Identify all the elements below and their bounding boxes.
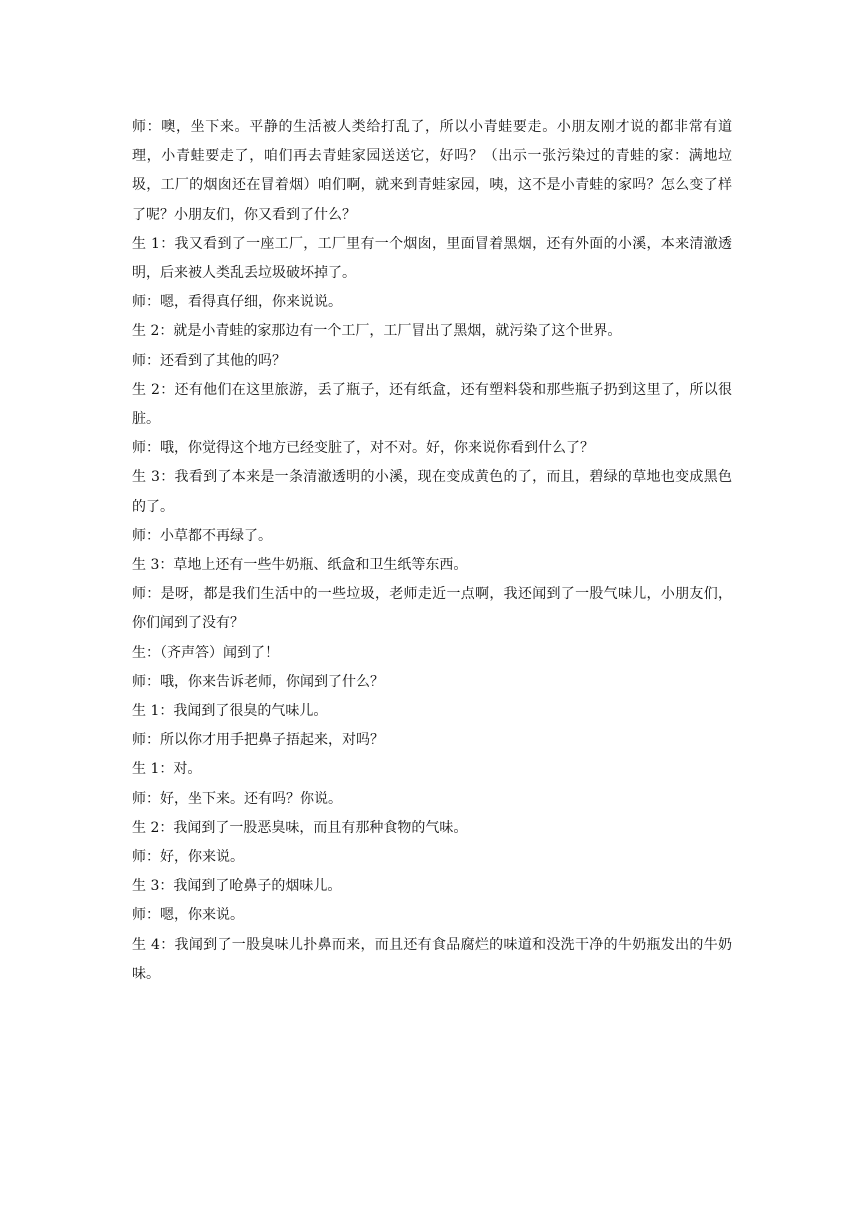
paragraph-student-1-yes: 生 1：对。 xyxy=(132,761,202,778)
paragraph-student-1-factory: 生 1：我又看到了一座工厂，工厂里有一个烟囱，里面冒着黑烟，还有外面的小溪，本来清澈透明，后来被人类乱丢垃圾破坏掉了。 xyxy=(132,235,732,282)
paragraph-student-2-litter: 生 2：还有他们在这里旅游，丢了瓶子，还有纸盒，还有塑料袋和那些瓶子扔到这里了，所以很脏。 xyxy=(132,381,732,428)
paragraph-teacher-more: 师：好，坐下来。还有吗？你说。 xyxy=(132,790,342,807)
paragraph-teacher-nose: 师：所以你才用手把鼻子捂起来，对吗？ xyxy=(132,732,384,749)
paragraph-teacher-grass: 师：小草都不再绿了。 xyxy=(132,527,272,544)
paragraph-teacher-smell: 师：是呀，都是我们生活中的一些垃圾，老师走近一点啊，我还闻到了一股气味儿，小朋友们，你们闻到了没有？ xyxy=(132,586,732,632)
paragraph-student-4-smell: 生 4：我闻到了一股臭味儿扑鼻而来，而且还有食品腐烂的味道和没洗干净的牛奶瓶发出的牛奶味。 xyxy=(132,936,732,982)
paragraph-teacher-intro: 师：噢，坐下来。平静的生活被人类给打乱了，所以小青蛙要走。小朋友刚才说的都非常有道理，小青蛙要走了，咱们再去青蛙家园送送它，好吗？（出示一张污染过的青蛙的家：满地垃圾，工厂的烟囱还在冒着烟）咱们啊，就来到青蛙家园，咦，这不是小青蛙的家吗？怎么变了样了呢？小朋友们，你又看到了什么？ xyxy=(132,119,732,223)
paragraph-teacher-observe: 师：嗯，看得真仔细，你来说说。 xyxy=(132,294,342,311)
paragraph-students-chorus: 生：（齐声答）闻到了！ xyxy=(132,644,279,661)
paragraph-student-3-stream: 生 3：我看到了本来是一条清澈透明的小溪，现在变成黄色的了，而且，碧绿的草地也变成黑色的了。 xyxy=(132,469,732,515)
paragraph-student-3-smoke: 生 3：我闻到了呛鼻子的烟味儿。 xyxy=(132,878,342,895)
paragraph-teacher-you-say: 师：好，你来说。 xyxy=(132,849,244,866)
paragraph-teacher-dirty: 师：哦，你觉得这个地方已经变脏了，对不对。好，你来说你看到什么了？ xyxy=(132,440,594,457)
paragraph-student-3-bottles: 生 3：草地上还有一些牛奶瓶、纸盒和卫生纸等东西。 xyxy=(132,557,468,574)
paragraph-student-2-factory: 生 2：就是小青蛙的家那边有一个工厂，工厂冒出了黑烟，就污染了这个世界。 xyxy=(132,323,622,340)
paragraph-teacher-others: 师：还看到了其他的吗？ xyxy=(132,352,286,369)
paragraph-teacher-next: 师：嗯，你来说。 xyxy=(132,907,244,924)
document-body xyxy=(132,113,732,989)
paragraph-student-1-smell: 生 1：我闻到了很臭的气味儿。 xyxy=(132,703,328,720)
paragraph-student-2-smell: 生 2：我闻到了一股恶臭味，而且有那种食物的气味。 xyxy=(132,819,468,836)
paragraph-teacher-ask: 师：哦，你来告诉老师，你闻到了什么？ xyxy=(132,673,384,690)
